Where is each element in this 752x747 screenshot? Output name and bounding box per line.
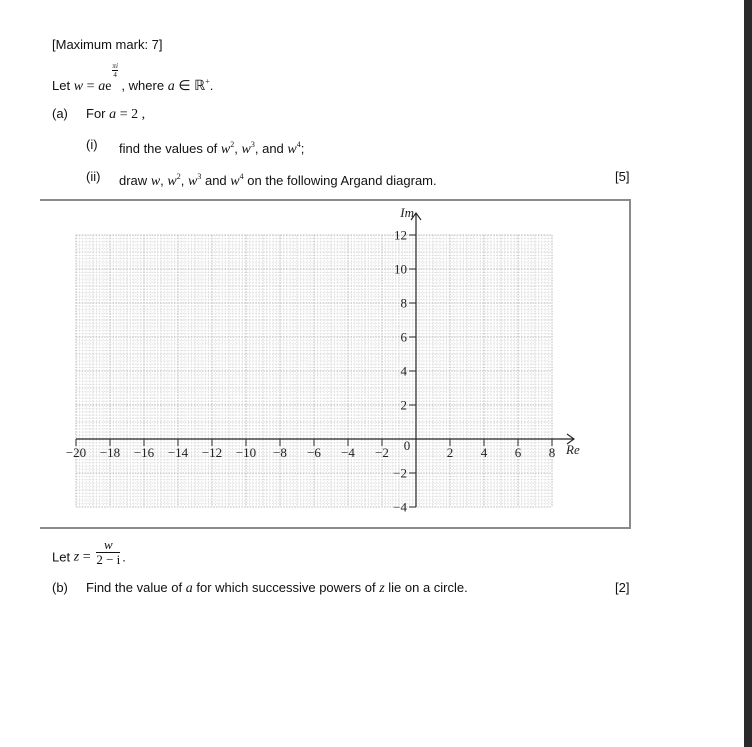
intro-e: e <box>105 79 112 94</box>
x-tick-label: −8 <box>273 445 287 460</box>
sep: , <box>160 173 164 188</box>
let-z-period: . <box>122 549 126 565</box>
let-z-let: Let <box>52 549 71 565</box>
part-a-marks: [5] <box>615 169 630 184</box>
intro-let: Let <box>52 78 71 93</box>
exp-3: 3 <box>197 172 202 181</box>
intro-period: . <box>209 78 214 93</box>
z-denominator: 2 − i <box>96 552 121 567</box>
exponent-den: 4 <box>113 71 117 79</box>
x-tick-label: −2 <box>375 445 389 460</box>
exp-2: 2 <box>230 140 235 149</box>
x-tick-label: −6 <box>307 445 321 460</box>
let-z-eq: = <box>82 549 91 565</box>
part-a-eq: = 2 , <box>119 107 146 122</box>
part-b-text1: Find the value of <box>86 580 183 595</box>
let-z-statement <box>52 537 126 567</box>
part-b-marks: [2] <box>615 580 630 595</box>
w-var: w <box>241 142 251 157</box>
y-tick-label: 2 <box>400 397 407 413</box>
part-b-label: (b) <box>52 580 68 595</box>
exp-2: 2 <box>176 172 181 181</box>
x-tick-label: −4 <box>341 445 355 460</box>
x-tick-label: −16 <box>133 445 155 460</box>
part-b-a: a <box>185 581 193 596</box>
y-tick-label: 8 <box>400 295 407 311</box>
exponent-pi: π <box>112 62 116 70</box>
part-a-i-stem: find the values of <box>119 141 218 156</box>
x-tick-label: 6 <box>514 445 522 460</box>
intro-equals: = <box>86 79 95 94</box>
exp-4: 4 <box>296 140 301 149</box>
and: and <box>204 173 227 188</box>
sep: , <box>180 173 185 188</box>
re-axis-label: Re <box>566 442 580 457</box>
w-var: w <box>287 142 297 157</box>
intro-where: , where <box>121 78 165 93</box>
part-b-text <box>86 580 468 597</box>
y-tick-label: −2 <box>393 465 407 481</box>
let-z-var: z <box>73 549 80 565</box>
y-tick-label: 10 <box>394 261 407 277</box>
intro-a: a <box>98 79 106 94</box>
x-tick-label: −12 <box>201 445 223 460</box>
sep: , <box>234 141 238 156</box>
x-tick-label: 8 <box>548 445 556 460</box>
x-tick-label: −18 <box>99 445 121 460</box>
part-a-label: (a) <box>52 106 68 121</box>
x-tick-label: −10 <box>235 445 257 460</box>
part-b-z: z <box>379 581 385 596</box>
x-tick-label: −14 <box>167 445 189 460</box>
intro-w: w <box>73 79 84 94</box>
w-var: w <box>220 142 231 157</box>
part-b-text2: for which successive powers of <box>196 580 376 595</box>
origin-label: 0 <box>403 438 411 453</box>
z-numerator: w <box>96 538 120 553</box>
x-tick-label: 2 <box>446 445 454 460</box>
w-var: w <box>167 174 177 189</box>
y-tick-label: 12 <box>394 227 407 243</box>
im-axis-label: Im <box>400 205 414 220</box>
part-a-var: a <box>109 107 117 122</box>
and: , and <box>254 141 284 156</box>
part-a-ii-stem: draw <box>119 173 148 188</box>
part-b-text3: lie on a circle. <box>388 580 468 595</box>
maximum-mark: [Maximum mark: 7] <box>52 37 163 52</box>
window-edge <box>744 0 752 747</box>
y-tick-label: 6 <box>400 329 407 345</box>
part-a-ii-rest: on the following Argand diagram. <box>247 173 437 188</box>
end: ; <box>300 141 305 156</box>
x-tick-label: 4 <box>480 445 488 460</box>
z-fraction <box>96 538 120 567</box>
intro-in: ∈ <box>178 79 191 94</box>
exponent-i: i <box>115 62 118 70</box>
intro-plus: + <box>205 77 210 86</box>
exp-3: 3 <box>250 140 255 149</box>
part-a-ii-label: (ii) <box>86 169 101 184</box>
y-tick-label: −4 <box>393 499 407 515</box>
w-var: w <box>230 174 240 189</box>
tick-labels <box>66 205 580 515</box>
x-tick-label: −20 <box>65 445 87 460</box>
exp-4: 4 <box>239 172 244 181</box>
part-a-text: For <box>86 106 106 121</box>
w-var: w <box>188 174 198 189</box>
intro-reals: ℝ <box>194 79 206 94</box>
part-a-i-label: (i) <box>86 137 98 152</box>
y-tick-label: 4 <box>400 363 407 379</box>
intro-a2: a <box>167 79 175 94</box>
w-var: w <box>150 174 161 189</box>
